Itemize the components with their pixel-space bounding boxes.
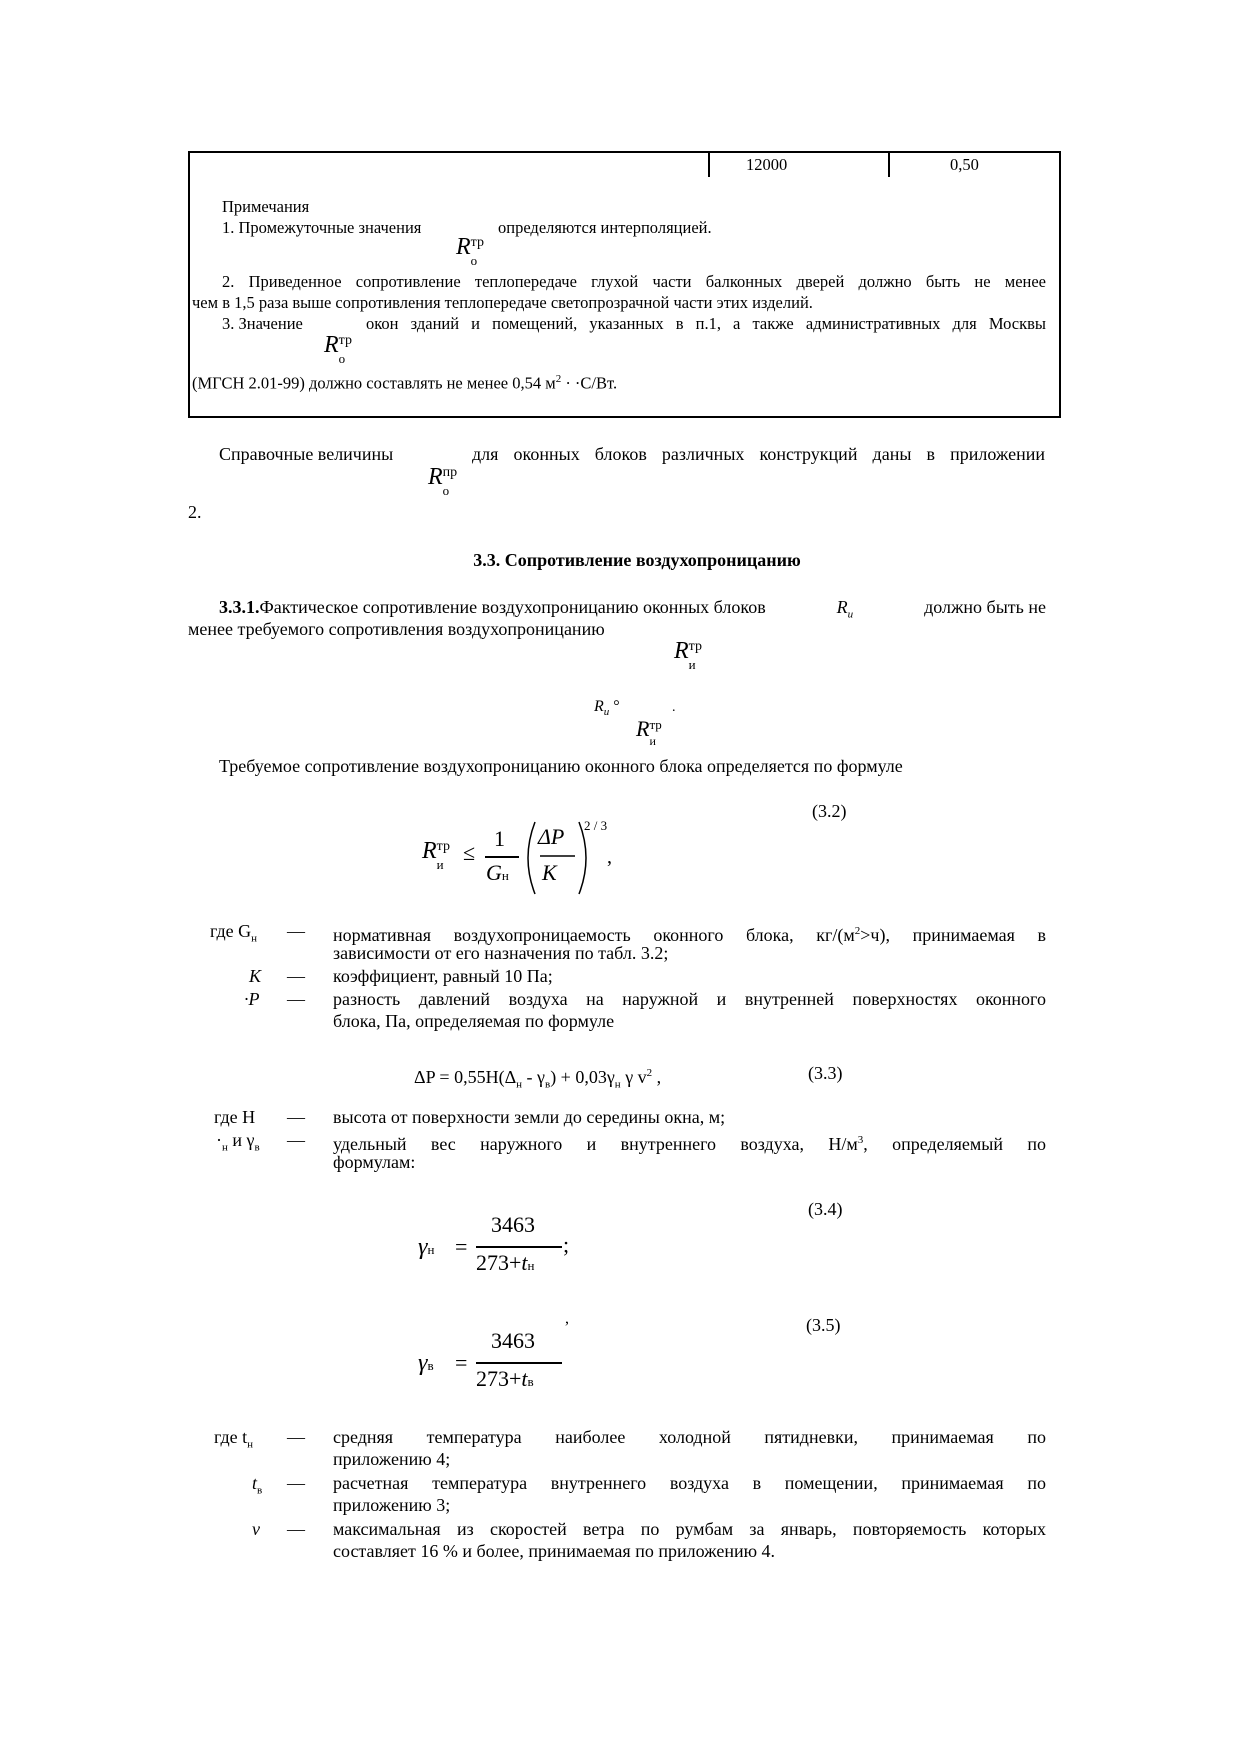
paragraph-331-line1: 3.3.1.Фактическое сопротивление воздухопроницанию оконных блоков $R_и$ должно быть не bbox=[219, 597, 1046, 621]
formula-R-o-tr: R тр о bbox=[456, 234, 484, 268]
def-text: составляет 16 % и более, принимаемая по приложению 4. bbox=[333, 1541, 776, 1561]
def-symbol: $\cdot_н$ и $\gamma_в$ bbox=[216, 1130, 260, 1154]
fraction-denominator: Gн bbox=[486, 860, 509, 885]
fraction-bar bbox=[476, 1362, 562, 1364]
formula-R-i-tr: R тр и bbox=[422, 838, 450, 872]
def-symbol: где $G_н$ bbox=[210, 921, 258, 945]
formula-R-i-tr: R тр и bbox=[674, 638, 702, 672]
def-dash: — bbox=[287, 1519, 305, 1539]
def-text: максимальная из скоростей ветра по румбам за январь, повторяемость которых bbox=[333, 1519, 1046, 1539]
equation-number: (3.2) bbox=[812, 801, 847, 821]
gamma-v: γв bbox=[418, 1350, 434, 1376]
def-symbol: ·P bbox=[244, 989, 260, 1009]
def-symbol: где $t_н$ bbox=[214, 1427, 254, 1451]
inequality-dot: . bbox=[672, 700, 676, 715]
def-symbol: K bbox=[249, 966, 262, 986]
equation-number: (3.5) bbox=[806, 1315, 841, 1335]
semicolon: ; bbox=[563, 1232, 570, 1257]
fraction-bar bbox=[476, 1246, 562, 1248]
def-text: формулам: bbox=[333, 1152, 416, 1172]
ref-paragraph-tail: для оконных блоков различных конструкций даны в приложении bbox=[472, 444, 1045, 464]
def-text: нормативная воздухопроницаемость оконного блока, $кг/(м^2>ч)$, принимаемая в bbox=[333, 925, 1047, 945]
def-dash: — bbox=[287, 1473, 305, 1493]
def-dash: — bbox=[287, 1130, 305, 1150]
fraction-denominator: 273+tв bbox=[476, 1366, 534, 1391]
def-text: приложению 3; bbox=[333, 1495, 451, 1515]
delta-P: ΔP bbox=[538, 824, 565, 849]
table-cell-value: 12000 bbox=[746, 155, 788, 174]
fraction-numerator: 3463 bbox=[491, 1212, 535, 1237]
inequality-Ru: $R_и$ ° bbox=[594, 698, 620, 719]
table-divider bbox=[888, 153, 890, 177]
equals-sign: = bbox=[455, 1350, 468, 1375]
table-divider bbox=[708, 153, 710, 177]
note-3-text: 3. Значение bbox=[222, 314, 303, 333]
def-dash: — bbox=[287, 966, 305, 986]
le-sign: ≤ bbox=[463, 840, 476, 865]
ref-paragraph-end: 2. bbox=[188, 502, 202, 522]
def-text: разность давлений воздуха на наружной и внутренней поверхностях оконного bbox=[333, 989, 1046, 1009]
def-text: расчетная температура внутреннего воздуха в помещении, принимаемая по bbox=[333, 1473, 1046, 1493]
equation-33: $\Delta P = 0,55H(\Delta_н - \gamma_в) + 0,03\gamma_н$ γ $v^2$ , bbox=[414, 1067, 662, 1091]
fraction-bar bbox=[485, 856, 519, 858]
table-cell-value: 0,50 bbox=[950, 155, 979, 174]
note-1-text: 1. Промежуточные значения bbox=[222, 218, 422, 237]
note-1-text-tail: определяются интерполяцией. bbox=[498, 218, 712, 237]
def-text: блока, Па, определяемая по формуле bbox=[333, 1011, 615, 1031]
formula-R-i-tr: R тр и bbox=[636, 716, 662, 748]
formula-R-o-tr: R тр о bbox=[324, 332, 352, 366]
notes-title: Примечания bbox=[222, 197, 310, 216]
fraction-denominator: 273+tн bbox=[476, 1250, 535, 1275]
fraction-numerator: 1 bbox=[494, 826, 505, 851]
gamma-n: γн bbox=[418, 1234, 435, 1260]
def-text: удельный вес наружного и внутреннего воздуха, $Н/м^3$, определяемый по bbox=[333, 1134, 1046, 1154]
paragraph-331-line2: менее требуемого сопротивления воздухопроницанию bbox=[188, 619, 605, 639]
def-dash: — bbox=[287, 1107, 305, 1127]
ref-paragraph-start: Справочные величины bbox=[219, 444, 394, 464]
note-3-line3: (МГСН 2.01-99) должно составлять не менее 0,54 $м^2 \cdot \cdot С/Вт$. bbox=[192, 373, 618, 393]
equals-sign: = bbox=[455, 1234, 468, 1259]
note-2-line2: чем в 1,5 раза выше сопротивления теплопередаче светопрозрачной части этих изделий. bbox=[192, 293, 813, 312]
def-symbol: v bbox=[252, 1519, 260, 1539]
def-symbol: где H bbox=[214, 1107, 256, 1127]
def-symbol: $t_в$ bbox=[252, 1473, 263, 1497]
def-dash: — bbox=[287, 921, 305, 941]
exponent: 2 / 3 bbox=[584, 818, 608, 833]
def-text: высота от поверхности земли до середины окна, м; bbox=[333, 1107, 726, 1127]
def-text: зависимости от его назначения по табл. 3.2; bbox=[333, 943, 669, 963]
equation-number: (3.4) bbox=[808, 1199, 843, 1219]
comma: , bbox=[565, 1310, 569, 1327]
def-text: приложению 4; bbox=[333, 1449, 451, 1469]
def-text: средняя температура наиболее холодной пятидневки, принимаемая по bbox=[333, 1427, 1046, 1447]
paragraph-required: Требуемое сопротивление воздухопроницанию оконного блока определяется по формуле bbox=[219, 756, 903, 776]
note-2-line1: 2. Приведенное сопротивление теплопередаче глухой части балконных дверей должно быть не менее bbox=[222, 272, 1046, 291]
comma: , bbox=[607, 846, 612, 868]
fraction-numerator: 3463 bbox=[491, 1328, 535, 1353]
formula-R-o-pr: R пр о bbox=[428, 464, 458, 498]
K-symbol: K bbox=[542, 860, 557, 885]
note-3-text-tail: окон зданий и помещений, указанных в п.1, а также административных для Москвы bbox=[366, 314, 1046, 333]
def-dash: — bbox=[287, 989, 305, 1009]
section-title: 3.3. Сопротивление воздухопроницанию bbox=[473, 550, 801, 570]
def-text: коэффициент, равный 10 Па; bbox=[333, 966, 553, 986]
equation-number: (3.3) bbox=[808, 1063, 843, 1083]
def-dash: — bbox=[287, 1427, 305, 1447]
